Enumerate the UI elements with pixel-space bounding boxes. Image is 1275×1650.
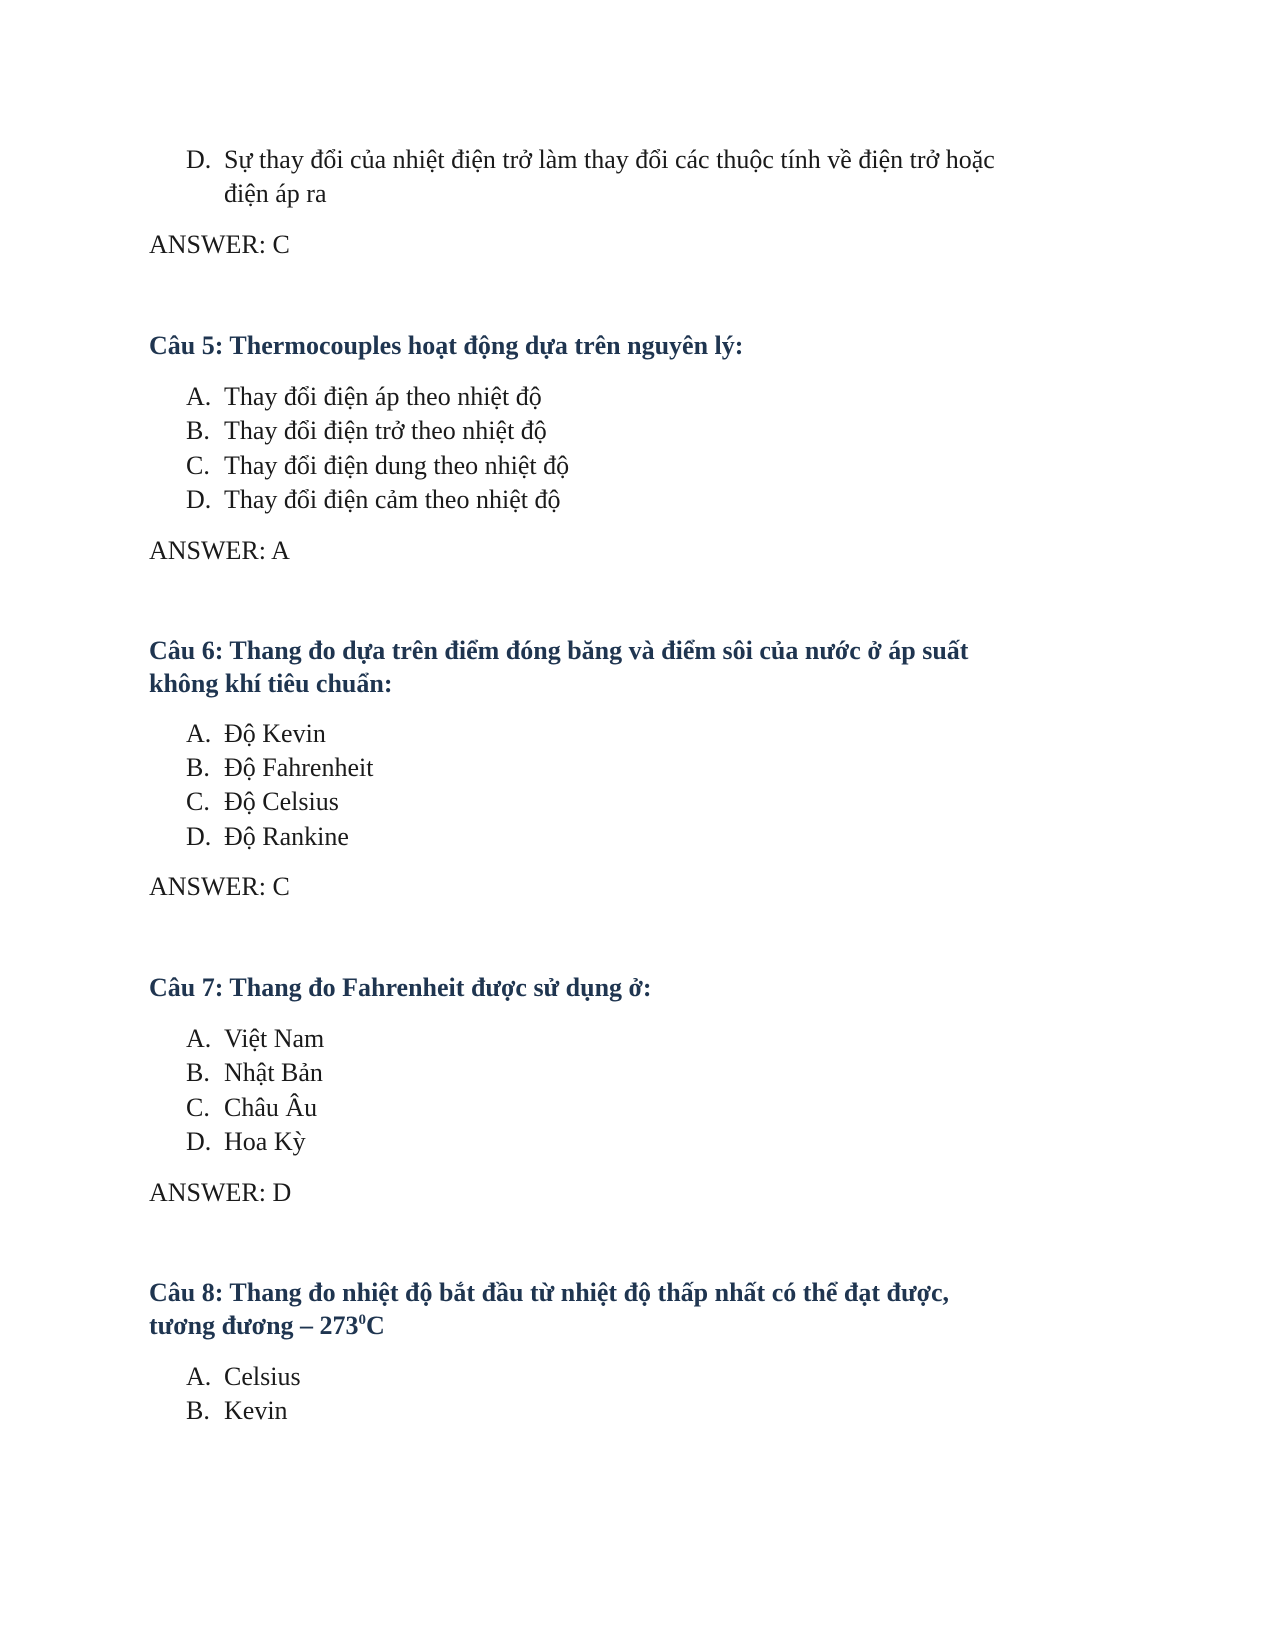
q6-option-d bbox=[186, 820, 349, 854]
option-d-prev-continuation: điện áp ra bbox=[224, 179, 327, 208]
answer-q5: ANSWER: A bbox=[149, 536, 290, 565]
question-8-title-line2 bbox=[149, 1309, 385, 1343]
q5-option-b bbox=[186, 414, 547, 448]
option-letter: D. bbox=[186, 822, 212, 851]
answer-q7: ANSWER: D bbox=[149, 1178, 292, 1207]
option-text: Thay đổi điện trở theo nhiệt độ bbox=[224, 416, 547, 445]
q7-option-b bbox=[186, 1056, 323, 1090]
option-letter: B. bbox=[186, 753, 210, 782]
option-text: Celsius bbox=[224, 1362, 301, 1391]
question-7-title: Câu 7: Thang đo Fahrenheit được sử dụng ở: bbox=[149, 973, 652, 1002]
q7-option-a bbox=[186, 1022, 324, 1056]
q8-option-b bbox=[186, 1394, 288, 1428]
q8-option-a bbox=[186, 1360, 301, 1394]
option-text: Độ Rankine bbox=[224, 822, 349, 851]
option-letter: A. bbox=[186, 1024, 212, 1053]
option-letter: D. bbox=[186, 145, 212, 174]
question-8-title-main: tương đương – 273 bbox=[149, 1311, 359, 1340]
option-text: Nhật Bản bbox=[224, 1058, 323, 1087]
option-text: Độ Fahrenheit bbox=[224, 753, 374, 782]
option-text: Sự thay đổi của nhiệt điện trở làm thay đổi các thuộc tính về điện trở hoặc bbox=[224, 145, 995, 174]
option-letter: B. bbox=[186, 416, 210, 445]
q7-option-c bbox=[186, 1091, 317, 1125]
option-letter: C. bbox=[186, 787, 210, 816]
option-text: Kevin bbox=[224, 1396, 288, 1425]
option-letter: B. bbox=[186, 1058, 210, 1087]
option-text: Châu Âu bbox=[224, 1093, 318, 1122]
q6-option-a bbox=[186, 717, 326, 751]
answer-q6: ANSWER: C bbox=[149, 872, 290, 901]
q7-option-d bbox=[186, 1125, 306, 1159]
option-text: Thay đổi điện áp theo nhiệt độ bbox=[224, 382, 542, 411]
question-8-title-line1: Câu 8: Thang đo nhiệt độ bắt đầu từ nhiệt độ thấp nhất có thể đạt được, bbox=[149, 1278, 950, 1307]
option-letter: C. bbox=[186, 451, 210, 480]
option-letter: A. bbox=[186, 382, 212, 411]
option-text: Độ Celsius bbox=[224, 787, 339, 816]
option-letter: B. bbox=[186, 1396, 210, 1425]
q5-option-d bbox=[186, 483, 560, 517]
q5-option-a bbox=[186, 380, 542, 414]
option-d-prev bbox=[186, 143, 995, 177]
option-letter: A. bbox=[186, 719, 212, 748]
option-text: Độ Kevin bbox=[224, 719, 326, 748]
question-6-title-line1: Câu 6: Thang đo dựa trên điểm đóng băng và điểm sôi của nước ở áp suất bbox=[149, 636, 969, 665]
degree-superscript: 0 bbox=[358, 1312, 367, 1328]
option-letter: D. bbox=[186, 485, 212, 514]
option-text: Hoa Kỳ bbox=[224, 1127, 306, 1156]
option-letter: A. bbox=[186, 1362, 212, 1391]
option-text: Việt Nam bbox=[224, 1024, 325, 1053]
option-letter: D. bbox=[186, 1127, 212, 1156]
q6-option-b bbox=[186, 751, 373, 785]
option-text: Thay đổi điện cảm theo nhiệt độ bbox=[224, 485, 561, 514]
question-8-title-unit: C bbox=[366, 1311, 385, 1340]
q5-option-c bbox=[186, 449, 569, 483]
option-text: Thay đổi điện dung theo nhiệt độ bbox=[224, 451, 570, 480]
answer-prev: ANSWER: C bbox=[149, 230, 290, 259]
question-6-title-line2: không khí tiêu chuẩn: bbox=[149, 669, 393, 698]
option-letter: C. bbox=[186, 1093, 210, 1122]
q6-option-c bbox=[186, 785, 339, 819]
question-5-title: Câu 5: Thermocouples hoạt động dựa trên nguyên lý: bbox=[149, 331, 744, 360]
